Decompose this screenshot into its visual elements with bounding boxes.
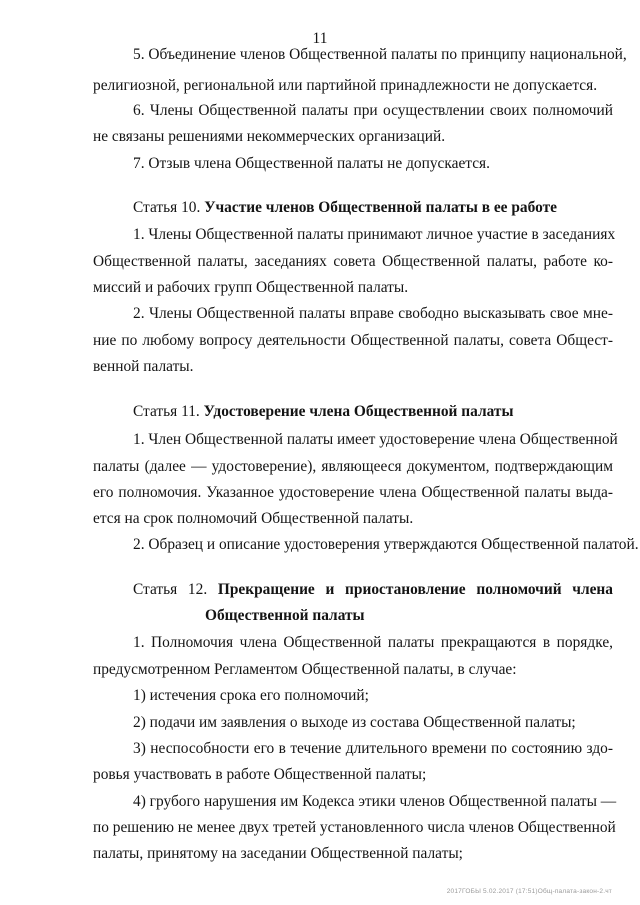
- paragraph-line: ровья участвовать в работе Общественной палаты;: [93, 766, 427, 783]
- paragraph-line: палаты, принятому на заседании Общественной палаты;: [93, 845, 463, 862]
- article-number: Статья 12.: [133, 581, 208, 598]
- footer-file-stamp: 2017ГОБЫ 5.02.2017 (17:51)Общ-палата-закон-2.чт: [446, 888, 612, 895]
- article-number: Статья 11.: [133, 403, 200, 420]
- paragraph-line: ние по любому вопросу деятельности Общественной палаты, совета Общест-: [93, 332, 613, 349]
- list-item: 2) подачи им заявления о выходе из состава Общественной палаты;: [133, 714, 576, 731]
- paragraph-line: 7. Отзыв члена Общественной палаты не допускается.: [133, 155, 490, 172]
- paragraph-line: палаты (далее — удостоверение), являющееся документом, подтверждающим: [93, 458, 613, 475]
- paragraph-line: 1. Член Общественной палаты имеет удостоверение члена Общественной: [133, 431, 618, 448]
- article-title: Удостоверение члена Общественной палаты: [203, 403, 514, 420]
- list-item: 4) грубого нарушения им Кодекса этики членов Общественной палаты —: [133, 793, 617, 810]
- paragraph-line: венной палаты.: [93, 358, 194, 375]
- list-item: 3) неспособности его в течение длительного времени по состоянию здо-: [133, 740, 613, 757]
- page-number: 11: [312, 30, 328, 47]
- list-item: 1) истечения срока его полномочий;: [133, 687, 369, 704]
- article-title: Участие членов Общественной палаты в ее работе: [204, 199, 557, 216]
- paragraph-line: религиозной, региональной или партийной принадлежности не допускается.: [93, 77, 598, 94]
- paragraph-line: 5. Объединение членов Общественной палаты по принципу национальной,: [133, 46, 627, 63]
- paragraph-line: по решению не менее двух третей установленного числа членов Общественной: [93, 819, 616, 836]
- article-number: Статья 10.: [133, 199, 201, 216]
- paragraph-line: 2. Члены Общественной палаты вправе свободно высказывать свое мне-: [133, 305, 613, 322]
- article-title-line2: Общественной палаты: [205, 607, 365, 624]
- article-heading: [133, 200, 640, 215]
- paragraph-line: 2. Образец и описание удостоверения утверждаются Общественной палатой.: [133, 536, 639, 553]
- paragraph-line: 1. Члены Общественной палаты принимают личное участие в заседаниях: [133, 226, 616, 243]
- paragraph-line: ется на срок полномочий Общественной палаты.: [93, 510, 414, 527]
- paragraph-line: его полномочия. Указанное удостоверение члена Общественной палаты выда-: [93, 484, 613, 501]
- article-heading: [133, 582, 613, 597]
- paragraph-line: предусмотренном Регламентом Общественной палаты, в случае:: [93, 661, 517, 678]
- article-heading: [133, 404, 640, 419]
- paragraph-line: миссий и рабочих групп Общественной палаты.: [93, 279, 409, 296]
- paragraph-line: 6. Члены Общественной палаты при осуществлении своих полномочий: [133, 102, 613, 119]
- paragraph-line: не связаны решениями некоммерческих организаций.: [93, 128, 446, 145]
- article-heading-continued: [205, 608, 640, 623]
- article-title: Прекращение и приостановление полномочий члена: [217, 581, 613, 598]
- paragraph-line: 1. Полномочия члена Общественной палаты прекращаются в порядке,: [133, 634, 613, 651]
- paragraph-line: Общественной палаты, заседаниях совета Общественной палаты, работе ко-: [93, 253, 613, 270]
